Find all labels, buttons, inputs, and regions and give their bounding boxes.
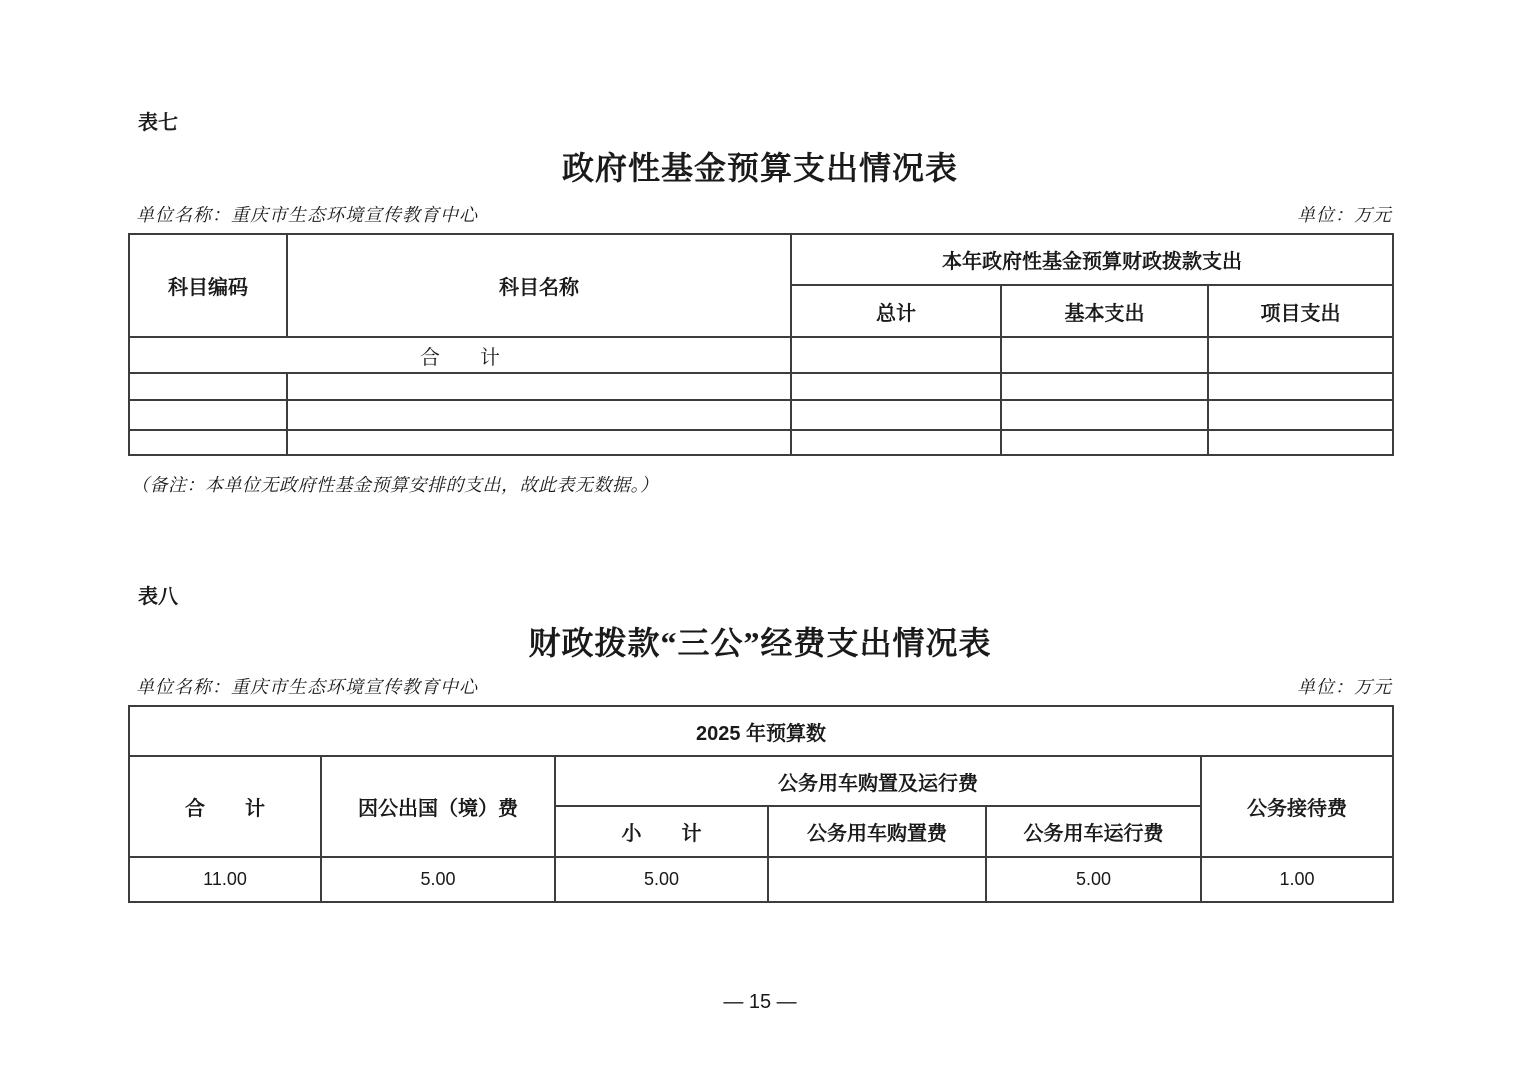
t7-cell-project — [1208, 400, 1393, 430]
t8-header-subtotal: 小 计 — [555, 806, 768, 857]
table7-title: 政府性基金预算支出情况表 — [561, 150, 958, 186]
t8-data-reception: 1.00 — [1201, 857, 1393, 902]
t8-header-vehicle-group: 公务用车购置及运行费 — [555, 756, 1201, 806]
t8-header-purchase: 公务用车购置费 — [768, 806, 986, 857]
table8-title: 财政拨款“三公”经费支出情况表 — [528, 625, 992, 661]
t8-header-year: 2025 年预算数 — [129, 706, 1393, 756]
t7-empty-row — [129, 400, 1393, 430]
t7-header-subject-code: 科目编码 — [129, 234, 287, 337]
t7-header-basic: 基本支出 — [1001, 285, 1208, 337]
table7 — [128, 233, 1394, 456]
table8-unit-name: 单位名称：重庆市生态环境宣传教育中心 — [136, 677, 478, 697]
t8-data-abroad: 5.00 — [321, 857, 555, 902]
t7-cell-name — [287, 430, 791, 455]
t8-data-total: 11.00 — [129, 857, 321, 902]
t7-cell-total — [791, 373, 1001, 400]
table7-unit-name: 单位名称：重庆市生态环境宣传教育中心 — [136, 205, 478, 225]
t7-cell-basic — [1001, 373, 1208, 400]
t8-data-subtotal: 5.00 — [555, 857, 768, 902]
table7-tag: 表七 — [138, 112, 178, 134]
t7-cell-project — [1208, 373, 1393, 400]
t7-cell-total — [791, 430, 1001, 455]
t8-data-purchase — [768, 857, 986, 902]
t7-cell-basic — [1001, 400, 1208, 430]
t7-empty-row — [129, 373, 1393, 400]
t7-empty-row — [129, 430, 1393, 455]
table7-unit-line — [128, 204, 1392, 226]
t8-header-abroad: 因公出国（境）费 — [321, 756, 555, 857]
t8-header-reception: 公务接待费 — [1201, 756, 1393, 857]
page-number: — 15 — — [723, 991, 797, 1013]
t8-header-total: 合 计 — [129, 756, 321, 857]
table8-tag: 表八 — [138, 586, 178, 608]
table8-unit-label: 单位：万元 — [1297, 677, 1392, 697]
t7-header-group: 本年政府性基金预算财政拨款支出 — [791, 234, 1393, 285]
t7-cell-name — [287, 400, 791, 430]
t8-data-row — [129, 857, 1393, 902]
t7-cell-code — [129, 373, 287, 400]
t8-header-operation: 公务用车运行费 — [986, 806, 1201, 857]
t7-header-total: 总计 — [791, 285, 1001, 337]
t7-header-subject-name: 科目名称 — [287, 234, 791, 337]
t7-cell-project — [1208, 430, 1393, 455]
t7-summary-total — [791, 337, 1001, 373]
t7-cell-total — [791, 400, 1001, 430]
t7-cell-name — [287, 373, 791, 400]
t7-summary-basic — [1001, 337, 1208, 373]
t7-summary-label: 合 计 — [129, 337, 791, 373]
t7-summary-project — [1208, 337, 1393, 373]
t7-cell-code — [129, 400, 287, 430]
table7-note: （备注：本单位无政府性基金预算安排的支出，故此表无数据。） — [131, 475, 659, 495]
t7-cell-basic — [1001, 430, 1208, 455]
t7-header-project: 项目支出 — [1208, 285, 1393, 337]
table8-unit-line — [128, 676, 1392, 698]
table7-unit-label: 单位：万元 — [1297, 205, 1392, 225]
table8 — [128, 705, 1394, 903]
t7-cell-code — [129, 430, 287, 455]
t8-data-operation: 5.00 — [986, 857, 1201, 902]
t7-summary-row — [129, 337, 1393, 373]
